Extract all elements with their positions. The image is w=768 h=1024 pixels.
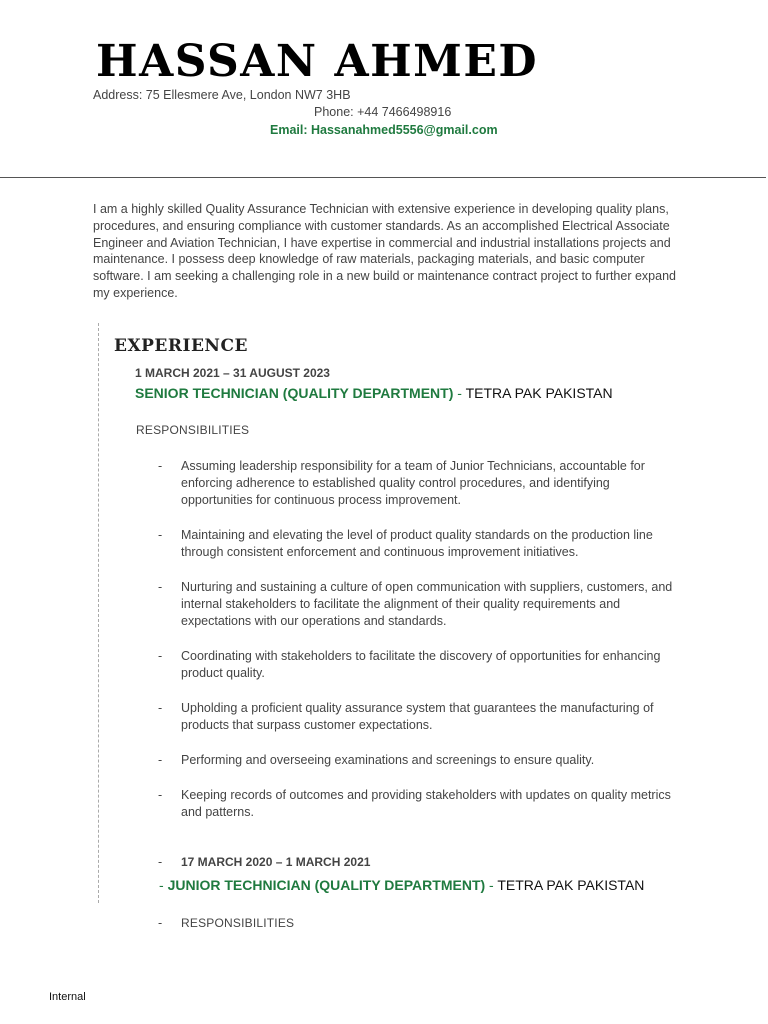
header-divider — [0, 177, 766, 178]
email[interactable]: Email: Hassanahmed5556@gmail.com — [270, 123, 498, 137]
profile-summary: I am a highly skilled Quality Assurance Technician with extensive experience in developing quality plans, procedures, and ensuring compliance with customer standards. As an accomplished Electrical Associate Engineer and Aviation Technician, I have expertise in commercial and industrial installations projects and maintenance. I possess deep knowledge of raw materials, packaging materials, and basic computer software. I am seeking a challenging role in a new build or maintenance contract project to further expand my experience. — [93, 202, 676, 300]
timeline-line — [98, 323, 99, 903]
job-role: SENIOR TECHNICIAN (QUALITY DEPARTMENT) — [135, 385, 454, 401]
responsibility-text: Maintaining and elevating the level of product quality standards on the production line through consistent enforcement and continuous improvement initiatives. — [181, 528, 653, 559]
responsibilities-label: RESPONSIBILITIES — [136, 423, 250, 437]
responsibility-text: Nurturing and sustaining a culture of open communication with suppliers, customers, and internal stakeholders to facilitate the alignment of their quality requirements and expectations with our operations and standards. — [181, 580, 673, 628]
job-title-line — [135, 385, 613, 401]
job-title-line — [159, 877, 644, 893]
job-dates: 1 MARCH 2021 – 31 AUGUST 2023 — [135, 366, 330, 380]
job-separator: - — [485, 877, 498, 893]
bullet-dash: - — [158, 855, 163, 869]
candidate-name: HASSAN AHMED — [96, 36, 539, 87]
responsibility-text: Upholding a proficient quality assurance system that guarantees the manufacturing of products that surpass customer expectations. — [181, 701, 654, 732]
footer-classification: Internal — [49, 991, 86, 1003]
bullet-dash: - — [158, 788, 163, 802]
list-item — [158, 648, 678, 682]
list-item — [158, 458, 678, 509]
bullet-dash: - — [158, 701, 163, 715]
bullet-dash: - — [158, 459, 163, 473]
experience-heading: EXPERIENCE — [114, 336, 248, 356]
phone: Phone: +44 7466498916 — [314, 105, 452, 119]
list-item — [158, 700, 678, 734]
responsibility-text: Keeping records of outcomes and providing stakeholders with updates on quality metrics and patterns. — [181, 788, 671, 819]
bullet-dash: - — [158, 916, 163, 930]
list-item — [158, 579, 678, 630]
address: Address: 75 Ellesmere Ave, London NW7 3HB — [93, 88, 351, 102]
bullet-dash: - — [158, 580, 163, 594]
job-separator: - — [453, 385, 466, 401]
bullet-dash: - — [158, 753, 163, 767]
bullet-dash: - — [158, 528, 163, 542]
responsibility-text: Performing and overseeing examinations and screenings to ensure quality. — [181, 753, 595, 767]
list-item — [158, 527, 678, 561]
responsibility-text: Assuming leadership responsibility for a team of Junior Technicians, accountable for enforcing adherence to established quality control procedures, and identifying opportunities for continuous process improvement. — [181, 459, 645, 507]
list-item — [158, 752, 678, 769]
bullet-dash: - — [158, 649, 163, 663]
job-company: TETRA PAK PAKISTAN — [465, 385, 613, 401]
job-dates: 17 MARCH 2020 – 1 MARCH 2021 — [181, 855, 371, 869]
job-marker: - — [159, 877, 168, 893]
responsibilities-label: RESPONSIBILITIES — [181, 916, 295, 930]
responsibility-text: Coordinating with stakeholders to facilitate the discovery of opportunities for enhancing product quality. — [181, 649, 661, 680]
responsibilities-list — [158, 458, 678, 839]
list-item — [158, 787, 678, 821]
job-role: JUNIOR TECHNICIAN (QUALITY DEPARTMENT) — [167, 877, 486, 893]
job-company: TETRA PAK PAKISTAN — [497, 877, 645, 893]
